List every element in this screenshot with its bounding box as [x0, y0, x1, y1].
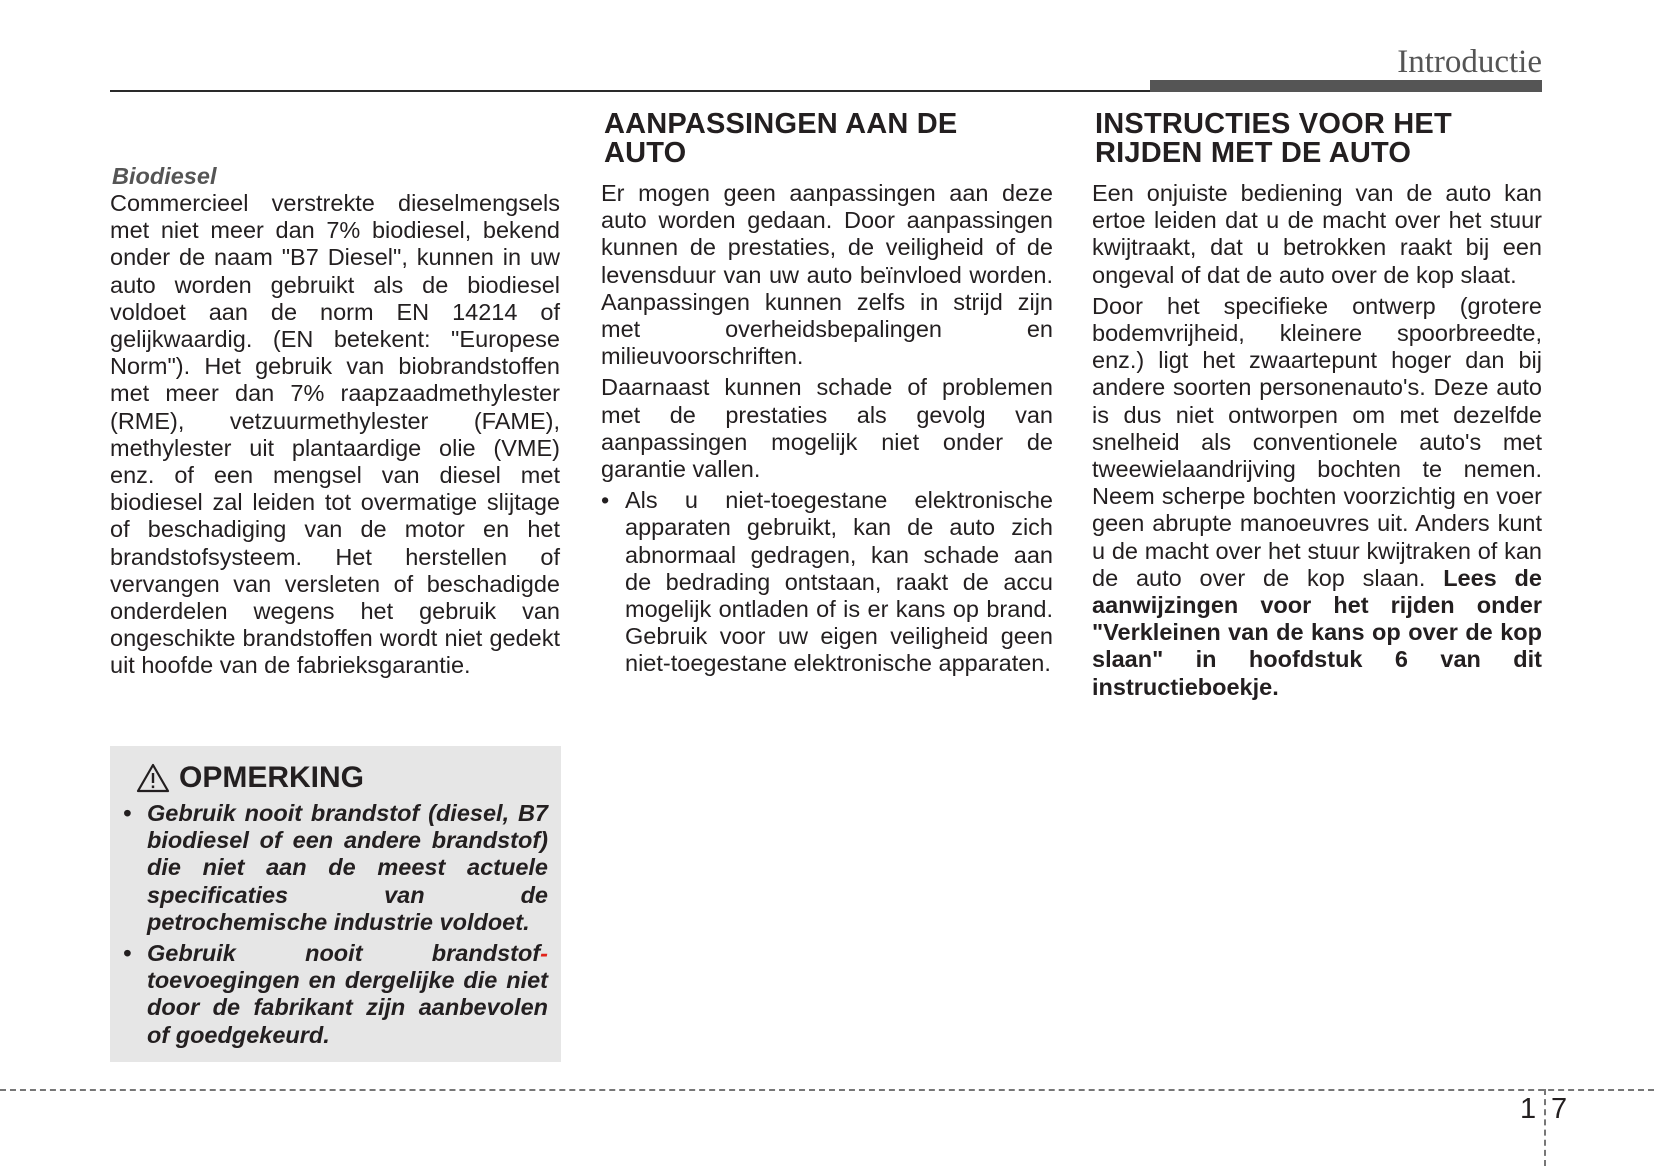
list-item-text: Als u niet-toegestane elektronische apparaten gebruikt, kan de auto zich abnormaal gedragen, kan schade aan de bedrading ontstaan, raakt de accu mogelijk ontladen of is er kans op brand. Gebruik voor uw eigen veiligheid geen niet-toegestane elektronische apparaten.: [625, 487, 1053, 677]
instructies-paragraph-1: Een onjuiste bediening van de auto kan ertoe leiden dat u de macht over het stuur kwijtraakt, dat u betrokken raakt bij een ongeval of dat de auto over de kop slaat.: [1092, 180, 1542, 288]
note-box: [110, 746, 561, 1062]
page-number: 7: [1551, 1093, 1568, 1125]
warning-triangle-icon: [136, 763, 170, 793]
note-title: [123, 762, 548, 794]
instructies-paragraph-2-bold: Lees de aanwijzingen voor het rijden onder "Verkleinen van de kans op over de kop slaan" in hoofdstuk 6 van dit instructieboekje.: [1092, 564, 1542, 700]
footer-divider: [0, 1089, 1654, 1091]
aanpassingen-paragraph-1: Er mogen geen aanpassingen aan deze auto worden gedaan. Door aanpassingen kunnen de prestaties, de veiligheid of de levensduur van uw auto beïnvloed worden. Aanpassingen kunnen zelfs in strijd zijn met overheidsbepalingen en milieuvoorschriften.: [601, 180, 1053, 370]
biodiesel-subheading: Biodiesel: [112, 163, 217, 189]
note-item-text-rest: toevoegingen en dergelijke die niet door de fabrikant zijn aanbevolen of goedgekeurd.: [147, 967, 548, 1048]
note-title-text: OPMERKING: [179, 761, 365, 794]
note-item-hyphen: -: [540, 940, 548, 967]
page-header-title: Introductie: [1397, 44, 1542, 80]
note-list: [123, 800, 548, 1049]
chapter-number: 1: [1520, 1093, 1537, 1125]
header-accent-bar: [1150, 80, 1542, 92]
aanpassingen-bullet-list: [601, 487, 1053, 677]
bullet-mark: •: [601, 487, 610, 514]
column-aanpassingen: [601, 110, 1053, 678]
biodiesel-paragraph: Commercieel verstrekte dieselmengsels met niet meer dan 7% biodiesel, bekend onder de naam "B7 Diesel", kunnen in uw auto worden gebruikt als de biodiesel voldoet aan de norm EN 14214 of gelijkwaardig. (EN betekent: "Europese Norm"). Het gebruik van biobrandstoffen met meer dan 7% raapzaadmethylester (RME), vetzuurmethylester (FAME), methylester uit plantaardige olie (VME) enz. of een mengsel van diesel met biodiesel zal leiden tot overmatige slijtage of beschadiging van de motor en het brandstofsysteem. Het herstellen of vervangen van versleten of beschadigde onderdelen wegens het gebruik van ongeschikte brandstoffen wordt niet gedekt uit hoofde van de fabrieksgarantie.: [110, 190, 560, 679]
bullet-mark: •: [123, 800, 132, 826]
instructies-paragraph-2: [1092, 293, 1542, 701]
footer-page-separator: [1544, 1089, 1546, 1166]
column-biodiesel: [110, 110, 560, 680]
aanpassingen-heading: AANPASSINGEN AAN DE AUTO: [604, 108, 958, 169]
note-item: [123, 800, 548, 936]
instructies-heading: INSTRUCTIES VOOR HET RIJDEN MET DE AUTO: [1095, 108, 1452, 169]
header-rule: [110, 90, 1150, 92]
bullet-mark: •: [123, 940, 132, 967]
column-instructies: [1092, 110, 1542, 701]
instructies-paragraph-2-text: Door het specifieke ontwerp (grotere bodemvrijheid, kleinere spoorbreedte, enz.) ligt het zwaartepunt hoger dan bij andere soorten personenauto's. Deze auto is dus niet ontworpen om met dezelfde snelheid als conventionele auto's met tweewielaandrijving bochten te nemen. Neem scherpe bochten voorzichtig en voer geen abrupte manoeuvres uit. Anders kunt u de macht over het stuur kwijtraken of kan de auto over de kop slaan.: [1092, 292, 1542, 591]
note-item-text-start: Gebruik nooit brandstof: [147, 940, 541, 967]
list-item: [601, 487, 1053, 677]
aanpassingen-paragraph-2: Daarnaast kunnen schade of problemen met de prestaties als gevolg van aanpassingen mogelijk niet onder de garantie vallen.: [601, 374, 1053, 483]
note-item-text: Gebruik nooit brandstof (diesel, B7 biodiesel of een andere brandstof) die niet aan de meest actuele specificaties van de petrochemische industrie voldoet.: [147, 800, 548, 935]
note-item: [123, 940, 548, 1049]
